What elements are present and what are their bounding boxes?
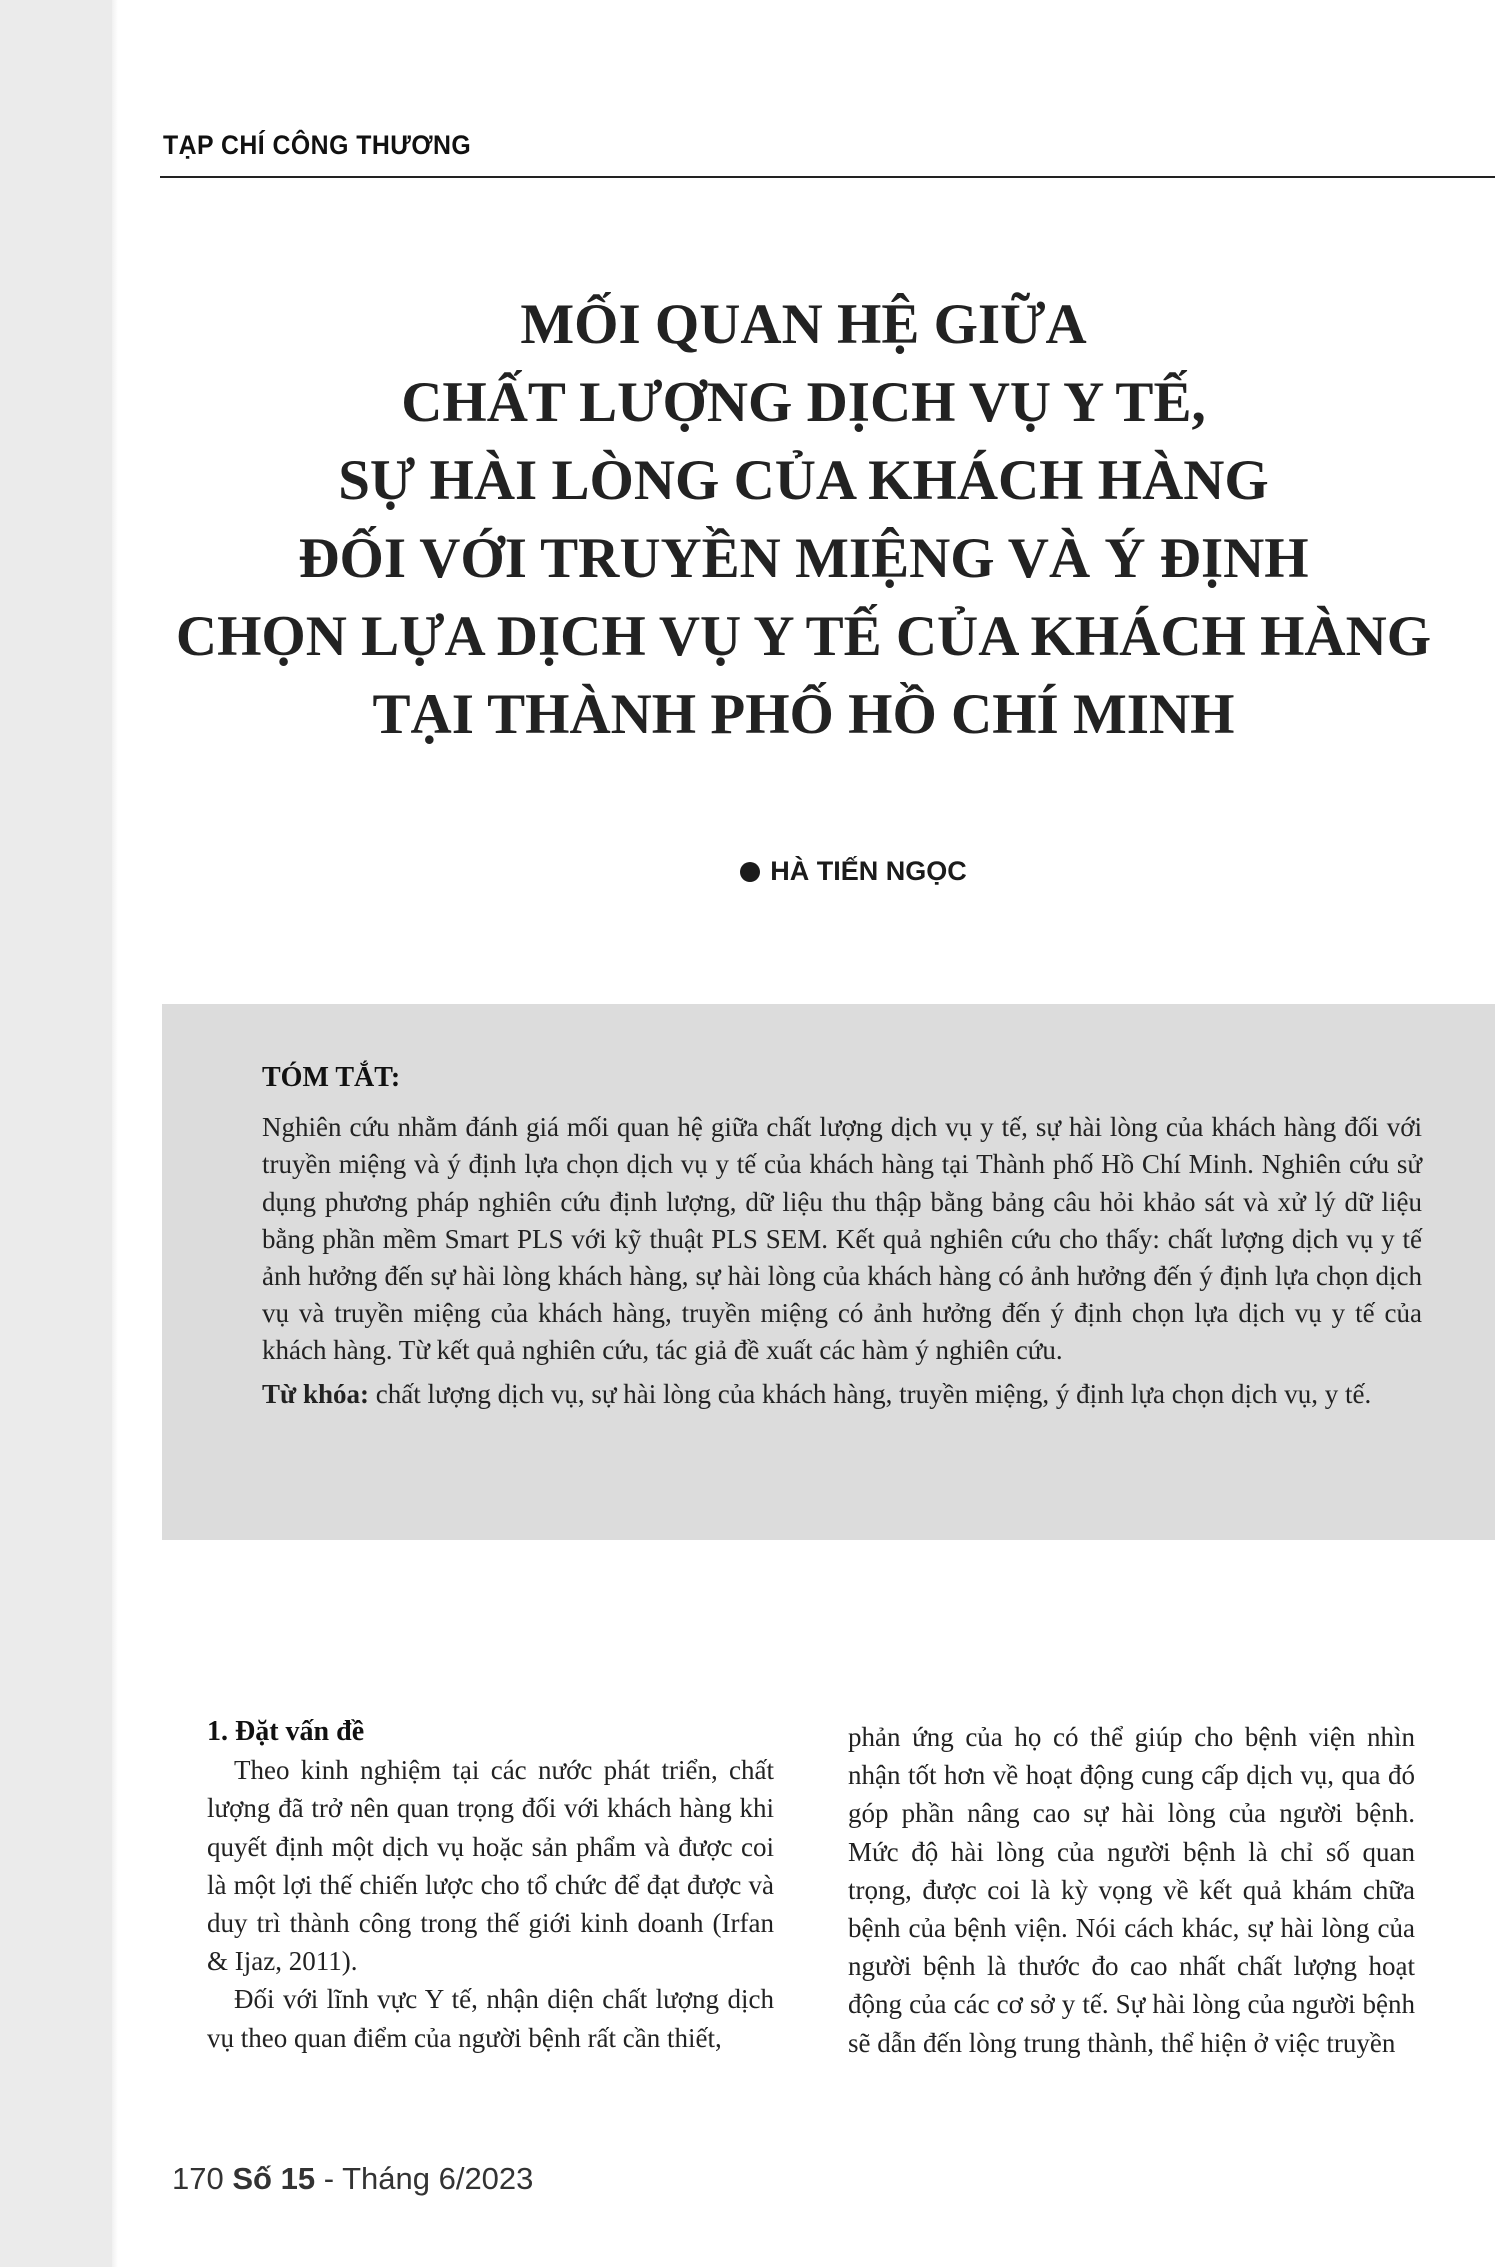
article-title [112,286,1495,754]
body-paragraph [207,1980,774,2056]
page-footer [172,2161,533,2197]
abstract-box [162,1004,1495,1540]
issue-label: Số 15 [232,2161,316,2196]
title-line: MỐI QUAN HỆ GIỮA [520,293,1087,356]
body-paragraph [207,1751,774,1980]
keywords [262,1376,1422,1413]
abstract-text: Nghiên cứu nhằm đánh giá mối quan hệ giữa chất lượng dịch vụ y tế, sự hài lòng của khách hàng đối với truyền miệng và ý định lựa chọn dịch vụ y tế của khách hàng tại Thành phố Hồ Chí Minh. Nghiên cứu sử dụng phương pháp nghiên cứu định lượng, dữ liệu thu thập bằng bảng câu hỏi khảo sát và xử lý dữ liệu bằng phần mềm Smart PLS với kỹ thuật PLS SEM. Kết quả nghiên cứu cho thấy: chất lượng dịch vụ y tế ảnh hưởng đến sự hài lòng khách hàng, sự hài lòng của khách hàng có ảnh hưởng đến ý định lựa chọn dịch vụ và truyền miệng của khách hàng, truyền miệng có ảnh hưởng đến ý định chọn lựa dịch vụ y tế của khách hàng. Từ kết quả nghiên cứu, tác giả đề xuất các hàm ý nghiên cứu. [262,1112,1422,1366]
author-line [112,856,1495,887]
keywords-text: chất lượng dịch vụ, sự hài lòng của khách hàng, truyền miệng, ý định lựa chọn dịch vụ, y tế. [375,1378,1372,1409]
body-column-right [848,1718,1415,2062]
title-line: SỰ HÀI LÒNG CỦA KHÁCH HÀNG [338,449,1269,512]
body-column-left [207,1713,774,2057]
keywords-label: Từ khóa: [262,1378,369,1409]
body-paragraph-text: Theo kinh nghiệm tại các nước phát triển, chất lượng đã trở nên quan trọng đối với khách hàng khi quyết định một dịch vụ hoặc sản phẩm và được coi là một lợi thế chiến lược cho tổ chức để đạt được và duy trì thành công trong thế giới kinh doanh (Irfan & Ijaz, 2011). [207,1755,774,1977]
page-number: 170 [172,2161,224,2196]
journal-name: TẠP CHÍ CÔNG THƯƠNG [163,130,472,160]
section-heading: 1. Đặt vấn đề [207,1716,365,1747]
title-line: TẠI THÀNH PHỐ HỒ CHÍ MINH [372,683,1235,746]
author-name: HÀ TIẾN NGỌC [770,856,967,886]
issue-date: - Tháng 6/2023 [323,2161,534,2196]
scan-margin [0,0,112,2267]
header-rule [160,176,1495,178]
body-paragraph: phản ứng của họ có thể giúp cho bệnh viện nhìn nhận tốt hơn về hoạt động cung cấp dịch vụ, qua đó góp phần nâng cao sự hài lòng của người bệnh. Mức độ hài lòng của người bệnh là chỉ số quan trọng, được coi là kỳ vọng về kết quả khám chữa bệnh của bệnh viện. Nói cách khác, sự hài lòng của người bệnh là thước đo cao nhất chất lượng hoạt động của các cơ sở y tế. Sự hài lòng của người bệnh sẽ dẫn đến lòng trung thành, thể hiện ở việc truyền [848,1722,1415,2058]
abstract-heading: TÓM TẮT: [262,1062,401,1093]
body-paragraph-text: Đối với lĩnh vực Y tế, nhận diện chất lượng dịch vụ theo quan điểm của người bệnh rất cần thiết, [207,1984,774,2053]
abstract-content [262,1059,1422,1413]
title-line: ĐỐI VỚI TRUYỀN MIỆNG VÀ Ý ĐỊNH [298,527,1309,590]
title-line: CHẤT LƯỢNG DỊCH VỤ Y TẾ, [401,371,1206,434]
title-line: CHỌN LỰA DỊCH VỤ Y TẾ CỦA KHÁCH HÀNG [175,605,1432,668]
bullet-icon [740,862,760,882]
